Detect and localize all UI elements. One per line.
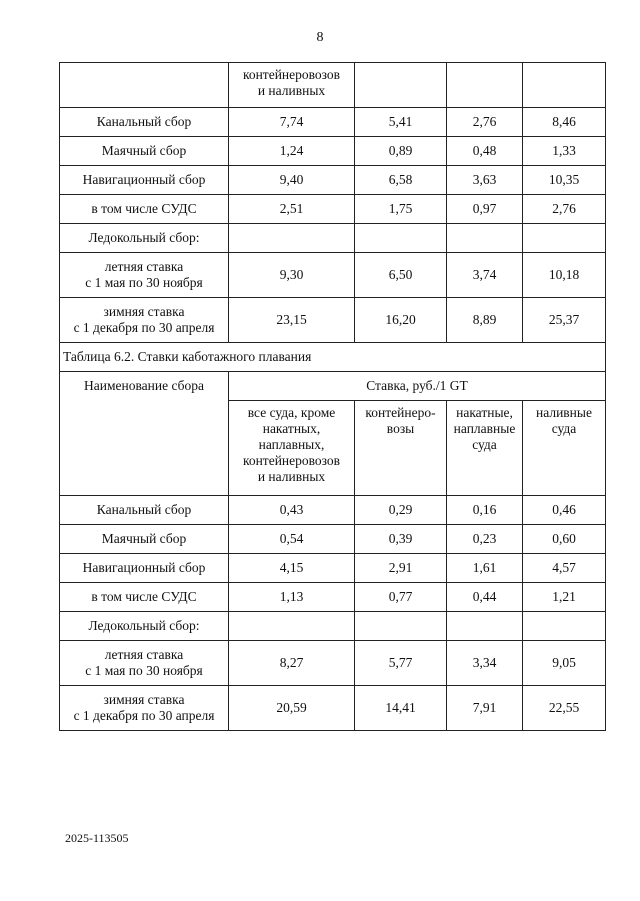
table-row [60, 583, 606, 612]
header-cell: контейнеровозов и наливных [229, 63, 355, 108]
rate-value-cell: 8,27 [229, 641, 355, 686]
rate-value-cell: 0,44 [447, 583, 523, 612]
rate-value-cell: 6,58 [355, 166, 447, 195]
fee-name-cell: летняя ставка с 1 мая по 30 ноября [60, 641, 229, 686]
rate-value-cell: 0,39 [355, 525, 447, 554]
rate-value-cell: 3,74 [447, 253, 523, 298]
header-cell [523, 63, 606, 108]
table-caption: Таблица 6.2. Ставки каботажного плавания [60, 343, 606, 372]
table-caption-row [60, 343, 606, 372]
rate-value-cell: 1,75 [355, 195, 447, 224]
rate-value-cell: 23,15 [229, 298, 355, 343]
table-row [60, 253, 606, 298]
name-column-header: Наименование сбора [60, 372, 229, 496]
page-number: 8 [316, 30, 324, 45]
rate-value-cell: 9,05 [523, 641, 606, 686]
rate-value-cell: 0,48 [447, 137, 523, 166]
fee-name-cell: Канальный сбор [60, 496, 229, 525]
table-row [60, 298, 606, 343]
table-row [60, 612, 606, 641]
rate-value-cell: 1,33 [523, 137, 606, 166]
rate-value-cell [355, 612, 447, 641]
rate-value-cell: 0,16 [447, 496, 523, 525]
fee-name-cell: летняя ставка с 1 мая по 30 ноября [60, 253, 229, 298]
rate-value-cell: 0,89 [355, 137, 447, 166]
rate-value-cell: 1,13 [229, 583, 355, 612]
table-row [60, 525, 606, 554]
rate-value-cell: 0,23 [447, 525, 523, 554]
rate-value-cell: 7,74 [229, 108, 355, 137]
rate-value-cell: 22,55 [523, 686, 606, 731]
table-header-row [60, 372, 606, 401]
rate-value-cell: 3,63 [447, 166, 523, 195]
table-top-body [60, 63, 606, 343]
table-row [60, 641, 606, 686]
fee-name-cell: Ледокольный сбор: [60, 612, 229, 641]
rate-value-cell: 4,15 [229, 554, 355, 583]
table-6-2-body [60, 343, 606, 731]
rate-value-cell: 2,91 [355, 554, 447, 583]
rate-value-cell: 4,57 [523, 554, 606, 583]
rate-value-cell: 14,41 [355, 686, 447, 731]
column-header: накатные, наплавные суда [447, 401, 523, 496]
rate-value-cell: 0,29 [355, 496, 447, 525]
column-header: контейнеро- возы [355, 401, 447, 496]
rate-value-cell: 7,91 [447, 686, 523, 731]
rate-value-cell: 1,61 [447, 554, 523, 583]
table-row [60, 195, 606, 224]
header-cell [355, 63, 447, 108]
rate-value-cell: 0,46 [523, 496, 606, 525]
fee-name-cell: в том числе СУДС [60, 583, 229, 612]
rate-value-cell: 10,18 [523, 253, 606, 298]
rate-value-cell: 2,51 [229, 195, 355, 224]
fee-name-cell: зимняя ставка с 1 декабря по 30 апреля [60, 686, 229, 731]
table-row [60, 108, 606, 137]
fee-name-cell: Ледокольный сбор: [60, 224, 229, 253]
rate-value-cell: 1,24 [229, 137, 355, 166]
rate-value-cell: 0,77 [355, 583, 447, 612]
fee-name-cell: зимняя ставка с 1 декабря по 30 апреля [60, 298, 229, 343]
fee-name-cell: Канальный сбор [60, 108, 229, 137]
table-row [60, 63, 606, 108]
column-header: все суда, кроме накатных, наплавных, контейнеровозов и наливных [229, 401, 355, 496]
rate-column-header: Ставка, руб./1 GT [229, 372, 606, 401]
rate-value-cell [447, 224, 523, 253]
fee-name-cell: Маячный сбор [60, 137, 229, 166]
table-row [60, 224, 606, 253]
rate-value-cell: 0,54 [229, 525, 355, 554]
rate-value-cell: 8,89 [447, 298, 523, 343]
rate-value-cell: 2,76 [523, 195, 606, 224]
rate-value-cell: 3,34 [447, 641, 523, 686]
rate-value-cell: 6,50 [355, 253, 447, 298]
fee-name-cell: в том числе СУДС [60, 195, 229, 224]
rate-value-cell [229, 224, 355, 253]
table-row [60, 686, 606, 731]
column-header: наливные суда [523, 401, 606, 496]
rate-value-cell [523, 612, 606, 641]
rate-value-cell: 9,30 [229, 253, 355, 298]
table-row [60, 166, 606, 195]
rate-value-cell: 0,97 [447, 195, 523, 224]
rate-value-cell: 8,46 [523, 108, 606, 137]
fee-name-cell: Навигационный сбор [60, 166, 229, 195]
rate-value-cell: 2,76 [447, 108, 523, 137]
rate-value-cell: 10,35 [523, 166, 606, 195]
rate-value-cell [523, 224, 606, 253]
tariff-table [59, 62, 606, 731]
rate-value-cell [355, 224, 447, 253]
table-row [60, 137, 606, 166]
header-cell [60, 63, 229, 108]
rate-value-cell [447, 612, 523, 641]
rate-value-cell: 16,20 [355, 298, 447, 343]
document-code: 2025-113505 [65, 831, 129, 845]
table-row [60, 496, 606, 525]
rate-value-cell: 9,40 [229, 166, 355, 195]
rate-value-cell: 20,59 [229, 686, 355, 731]
fee-name-cell: Маячный сбор [60, 525, 229, 554]
table-row [60, 554, 606, 583]
rate-value-cell: 0,60 [523, 525, 606, 554]
rate-value-cell: 1,21 [523, 583, 606, 612]
rate-value-cell: 5,77 [355, 641, 447, 686]
rate-value-cell: 0,43 [229, 496, 355, 525]
header-cell [447, 63, 523, 108]
rate-value-cell [229, 612, 355, 641]
rate-value-cell: 5,41 [355, 108, 447, 137]
fee-name-cell: Навигационный сбор [60, 554, 229, 583]
rate-value-cell: 25,37 [523, 298, 606, 343]
